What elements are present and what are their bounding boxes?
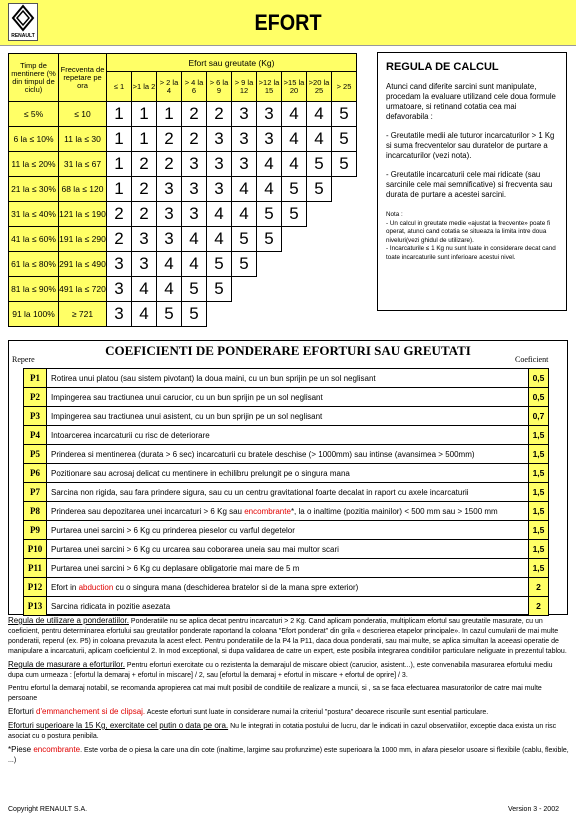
matrix-weight-col-header: > 9 la 12 [232,72,257,102]
note-demaraj [8,684,570,704]
matrix-empty-cell [307,252,332,277]
coefficient-row [24,483,549,502]
matrix-score-cell: 4 [232,202,257,227]
rule-title: REGULA DE CALCUL [386,61,499,73]
coefficient-description: Impingerea sau tractiunea unui carucior, cu un bun sprijin pe un sol neglisant [47,388,529,407]
matrix-empty-cell [332,227,357,252]
matrix-empty-cell [332,177,357,202]
matrix-score-cell: 1 [107,152,132,177]
matrix-time-cell: 31 la ≤ 40% [9,202,59,227]
coefficient-row [24,426,549,445]
note-clipsaj [8,707,570,718]
note-over-15kg [8,721,570,742]
matrix-empty-cell [332,277,357,302]
matrix-score-cell: 5 [332,127,357,152]
matrix-score-cell: 3 [207,177,232,202]
matrix-score-cell: 2 [132,152,157,177]
matrix-empty-cell [332,252,357,277]
matrix-score-cell: 4 [232,177,257,202]
matrix-score-cell: 3 [182,202,207,227]
matrix-score-cell: 2 [182,102,207,127]
coefficient-value: 2 [529,578,549,597]
matrix-score-cell: 2 [107,227,132,252]
matrix-score-cell: 4 [207,202,232,227]
coefficient-description: Sarcina ridicata in pozitie asezata [47,597,529,616]
description-part: Prinderea sau depozitarea unei incarcaturi > 6 Kg sau [51,506,245,516]
matrix-row [9,152,357,177]
coefficient-value: 2 [529,597,549,616]
matrix-row [9,277,357,302]
coefficient-row [24,464,549,483]
matrix-time-cell: 11 la ≤ 20% [9,152,59,177]
matrix-empty-cell [257,277,282,302]
matrix-weight-col-header: > 6 la 9 [207,72,232,102]
matrix-empty-cell [307,302,332,327]
matrix-score-cell: 3 [157,202,182,227]
matrix-score-cell: 1 [132,127,157,152]
matrix-score-cell: 5 [207,277,232,302]
note-text: Ponderatiile nu se aplica decat pentru incarcaturi > 2 Kg. Cand aplicam ponderatia, multiplicam efortul sau greutatile masurate, cu un coeficient, pentru determinarea efortului sau greutatilor ponderate raportand la coloana "Efort ponderat" din grila « descrierea etapelor principale». In cazul cumularii de mai multe ponderatii, reperul (ex. P5) in coloana prevazuta la acest efect. Pentru ponderatiile de la P4 la P11, daca doua ponderatii, sau mai multe, se aplica simultan la aceeasi operatie de manipulare a incarcaturii, aplicam coeficientul 2. In mod exceptional, si dupa validarea de catre un expert, este posibila integrarea conditiilor particulare neliguate in prezentul tablou. [8,618,567,655]
matrix-empty-cell [332,202,357,227]
coefficient-code: P8 [24,502,47,521]
copyright: Copyright RENAULT S.A. [8,806,88,813]
coefficient-row [24,521,549,540]
matrix-score-cell: 4 [132,277,157,302]
coefficient-row [24,597,549,616]
coefficient-row [24,502,549,521]
coefficient-code: P11 [24,559,47,578]
matrix-score-cell: 4 [282,102,307,127]
coefficient-code: P7 [24,483,47,502]
matrix-score-cell: 1 [157,102,182,127]
coefficient-description [47,502,529,521]
coefficient-code: P9 [24,521,47,540]
note-prefix: *Piese [8,745,34,754]
coefficient-code: P10 [24,540,47,559]
matrix-score-cell: 5 [282,177,307,202]
coefficient-code: P1 [24,369,47,388]
matrix-score-cell: 5 [282,202,307,227]
matrix-score-cell: 2 [157,127,182,152]
coefficient-value: 1,5 [529,445,549,464]
matrix-empty-cell [332,302,357,327]
matrix-score-cell: 5 [307,152,332,177]
matrix-score-cell: 3 [132,252,157,277]
note-text: . Este vorba de o piesa la care una din cote (inaltime, largime sau profunzime) este superioara la 1000 mm, in afara pieselor usoare si flexibile (cablu, flexible, ...) [8,747,569,764]
matrix-frequency-cell: 491 la ≤ 720 [59,277,107,302]
coefficient-code: P12 [24,578,47,597]
matrix-row [9,177,357,202]
coefficient-description: Intoarcerea incarcaturii cu risc de deteriorare [47,426,529,445]
coefficient-description: Purtarea unei sarcini > 6 Kg cu deplasare obligatorie mai mare de 5 m [47,559,529,578]
matrix-score-cell: 1 [107,102,132,127]
matrix-frequency-cell: 121 la ≤ 190 [59,202,107,227]
coefficient-code: P4 [24,426,47,445]
matrix-time-cell: ≤ 5% [9,102,59,127]
coefficient-value: 1,5 [529,559,549,578]
rule-paragraph: Atunci cand diferite sarcini sunt manipulate, procedam la evaluare utilizand cele doua formule urmatoare, si retinand cotatia cea mai defavorabila : [386,82,556,121]
matrix-score-cell: 4 [257,177,282,202]
matrix-empty-cell [282,252,307,277]
matrix-score-cell: 3 [107,302,132,327]
rule-paragraph: - Greutatile medii ale tuturor incarcaturilor > 1 Kg si suma frecventelor sau duratelor de purtare a incarcaturilor (vezi nota). [386,131,555,160]
matrix-row [9,302,357,327]
matrix-frequency-cell: 31 la ≤ 67 [59,152,107,177]
matrix-weight-group-header: Efort sau greutate (Kg) [107,54,357,72]
matrix-frequency-header: Frecventa de repetare pe ora [59,54,107,102]
matrix-frequency-cell: 68 la ≤ 120 [59,177,107,202]
matrix-row [9,202,357,227]
coefficient-description [47,578,529,597]
matrix-score-cell: 3 [157,177,182,202]
matrix-score-cell: 3 [132,227,157,252]
matrix-score-cell: 5 [232,227,257,252]
matrix-empty-cell [307,202,332,227]
matrix-time-cell: 6 la ≤ 10% [9,127,59,152]
matrix-time-cell: 81 la ≤ 90% [9,277,59,302]
coefficient-code: P13 [24,597,47,616]
coefficient-label: Coeficient [515,355,549,364]
matrix-score-cell: 2 [182,127,207,152]
matrix-score-cell: 5 [332,102,357,127]
matrix-score-cell: 4 [157,252,182,277]
matrix-score-cell: 3 [107,277,132,302]
coefficient-row [24,578,549,597]
matrix-frequency-cell: 11 la ≤ 30 [59,127,107,152]
matrix-empty-cell [232,302,257,327]
coefficients-table [23,368,549,616]
matrix-frequency-cell: 191 la ≤ 290 [59,227,107,252]
coefficient-row [24,407,549,426]
coefficient-row [24,445,549,464]
matrix-score-cell: 3 [257,127,282,152]
matrix-time-cell: 41 la ≤ 60% [9,227,59,252]
matrix-score-cell: 5 [182,277,207,302]
matrix-score-cell: 2 [207,102,232,127]
coefficient-description: Pozitionare sau acrosaj delicat cu mentinere in echilibru prelungit pe o singura mana [47,464,529,483]
matrix-weight-col-header: > 4 la 6 [182,72,207,102]
coefficient-description: Impingerea sau tractiunea unui asistent, cu un bun sprijin pe un sol neglisant [47,407,529,426]
matrix-score-cell: 5 [207,252,232,277]
matrix-empty-cell [282,227,307,252]
coefficient-description: Purtarea unei sarcini > 6 Kg cu urcarea sau coborarea uneia sau mai multor scari [47,540,529,559]
matrix-weight-col-header: >15 la 20 [282,72,307,102]
matrix-score-cell: 5 [182,302,207,327]
matrix-score-cell: 4 [257,152,282,177]
matrix-score-cell: 3 [232,127,257,152]
coefficient-row [24,369,549,388]
matrix-score-cell: 3 [182,177,207,202]
matrix-empty-cell [282,302,307,327]
matrix-time-cell: 91 la 100% [9,302,59,327]
note-red-text: d'emmanchement si de clipsaj. [36,707,146,716]
coefficients-title: COEFICIENTI DE PONDERARE EFORTURI SAU GREUTATI [105,343,471,358]
note-red-text: encombrante [33,745,81,754]
matrix-time-cell: 61 la ≤ 80% [9,252,59,277]
matrix-score-cell: 3 [257,102,282,127]
coefficient-value: 0,5 [529,388,549,407]
rule-paragraph: - Greutatile incarcaturii cele mai ridicate (sau sarcinile cele mai semnificative) si frecventa sau durata de purtare a acestei sarcini. [386,170,553,199]
matrix-empty-cell [307,277,332,302]
note-title: Regula de utilizare a ponderatiilor. [8,616,129,625]
matrix-weight-col-header: >12 la 15 [257,72,282,102]
description-part: *, la o inaltime (pozitia mainilor) < 500 mm sau > 1500 mm [290,506,498,516]
coefficient-value: 1,5 [529,464,549,483]
coefficient-row [24,559,549,578]
note-prefix: Eforturi [8,707,37,716]
matrix-row [9,227,357,252]
matrix-empty-cell [257,302,282,327]
coefficient-value: 1,5 [529,521,549,540]
note-text: Pentru efortul la demaraj notabil, se recomanda apropierea cat mai mult posibil de conditiile de realizare a muncii, si , sa se faca efectuarea masuratorilor de catre mai multe persoane [8,685,542,702]
matrix-score-cell: 4 [282,127,307,152]
matrix-score-cell: 3 [207,152,232,177]
note-text: Pentru eforturi exercitate cu o rezistenta la demarajul de miscare obiect (carucior, asistent...), este convenabila masurarea efortului mediu dupa cum urmeaza : [efortul la demaraj + efortul in miscare] / 2, sau [efortul la demaraj + efortul in miscare + efortul de oprire] / 3. [8,662,553,679]
notes-section [8,616,570,766]
note-measurement [8,660,570,681]
matrix-score-cell: 1 [132,102,157,127]
matrix-score-cell: 4 [157,277,182,302]
coefficient-code: P6 [24,464,47,483]
matrix-score-cell: 2 [132,202,157,227]
calculation-rule-box [377,52,567,311]
coefficient-row [24,388,549,407]
matrix-score-cell: 3 [107,252,132,277]
matrix-weight-col-header: >1 la 2 [132,72,157,102]
matrix-score-cell: 3 [207,127,232,152]
matrix-time-header: Timp de mentinere (% din timpul de ciclu) [9,54,59,102]
matrix-score-cell: 1 [107,177,132,202]
rule-note: Nota : - Un calcul in greutate medie «ajustat la frecvente» poate fi operat, atunci cand cotatia se situeaza la limita intre doua niveluri(vezi ghidul de utilizare). - Incarcaturile ≤ 1 Kg nu sunt luate in considerare decat cand toate incarcaturile sunt inferioare acestui nivel. [386,211,556,261]
renault-logo: RENAULT [8,3,38,41]
page-title: EFORT [254,10,322,35]
matrix-score-cell: 4 [282,152,307,177]
matrix-score-cell: 3 [232,152,257,177]
matrix-empty-cell [207,302,232,327]
matrix-score-cell: 1 [107,127,132,152]
matrix-frequency-cell: ≤ 10 [59,102,107,127]
coefficient-code: P2 [24,388,47,407]
matrix-score-cell: 4 [307,127,332,152]
note-encombrante [8,745,570,766]
matrix-score-cell: 4 [132,302,157,327]
coefficient-value: 1,5 [529,540,549,559]
note-title: Eforturi superioare la 15 Kg, exercitate cel putin o data pe ora. [8,721,229,730]
coefficient-value: 1,5 [529,483,549,502]
matrix-score-cell: 4 [307,102,332,127]
highlight-text: encombrante [244,506,291,516]
matrix-frequency-cell: 291 la ≤ 490 [59,252,107,277]
coefficient-value: 0,5 [529,369,549,388]
coefficient-code: P3 [24,407,47,426]
matrix-weight-col-header: >20 la 25 [307,72,332,102]
matrix-score-cell: 5 [257,202,282,227]
matrix-score-cell: 3 [232,102,257,127]
matrix-empty-cell [232,277,257,302]
note-ponderation [8,616,570,657]
description-part: Efort in [51,582,79,592]
matrix-score-cell: 5 [332,152,357,177]
matrix-row [9,252,357,277]
matrix-weight-col-header: ≤ 1 [107,72,132,102]
description-part: cu o singura mana (deschiderea bratelor si de la mana spre exterior) [113,582,359,592]
coefficient-value: 1,5 [529,426,549,445]
matrix-time-cell: 21 la ≤ 30% [9,177,59,202]
highlight-text: abduction [78,582,114,592]
matrix-score-cell: 4 [182,252,207,277]
coefficient-row [24,540,549,559]
coefficient-code: P5 [24,445,47,464]
coefficient-description: Rotirea unui platou (sau sistem pivotant) la doua maini, cu un bun sprijin pe un sol neglisant [47,369,529,388]
note-text: Nu le integrati in cotatia postului de lucru, dar le indicati in cazul observatiilor, exceptie daca exista un risc asociat cu o postura penibila. [8,723,557,740]
matrix-score-cell: 5 [257,227,282,252]
coefficient-description: Sarcina non rigida, sau fara prindere sigura, sau cu un centru gravitational foarte decalat in raport cu axele incarcaturii [47,483,529,502]
matrix-row [9,127,357,152]
repere-label: Repere [12,355,35,364]
matrix-frequency-cell: ≥ 721 [59,302,107,327]
matrix-empty-cell [282,277,307,302]
matrix-score-cell: 3 [182,152,207,177]
matrix-score-cell: 5 [157,302,182,327]
coefficient-description: Prinderea si mentinerea (durata > 6 sec) incarcaturii cu bratele deschise (> 1000mm) sau intinse (avansimea > 500mm) [47,445,529,464]
effort-matrix [8,53,357,327]
matrix-weight-col-header: > 25 [332,72,357,102]
matrix-score-cell: 5 [307,177,332,202]
matrix-score-cell: 4 [207,227,232,252]
matrix-weight-col-header: > 2 la 4 [157,72,182,102]
matrix-empty-cell [307,227,332,252]
coefficient-value: 0,7 [529,407,549,426]
matrix-row [9,102,357,127]
matrix-score-cell: 2 [132,177,157,202]
matrix-score-cell: 2 [107,202,132,227]
coefficient-value: 1,5 [529,502,549,521]
note-text: Aceste eforturi sunt luate in considerare numai la criteriul "postura" deoarece riscurile sunt esential particulare. [145,709,489,716]
matrix-score-cell: 4 [182,227,207,252]
matrix-score-cell: 2 [157,152,182,177]
coefficient-description: Purtarea unei sarcini > 6 Kg cu prinderea pieselor cu varful degetelor [47,521,529,540]
matrix-empty-cell [257,252,282,277]
matrix-score-cell: 3 [157,227,182,252]
version: Version 3 - 2002 [508,806,559,813]
matrix-score-cell: 5 [232,252,257,277]
note-title: Regula de masurare a eforturilor. [8,660,125,669]
